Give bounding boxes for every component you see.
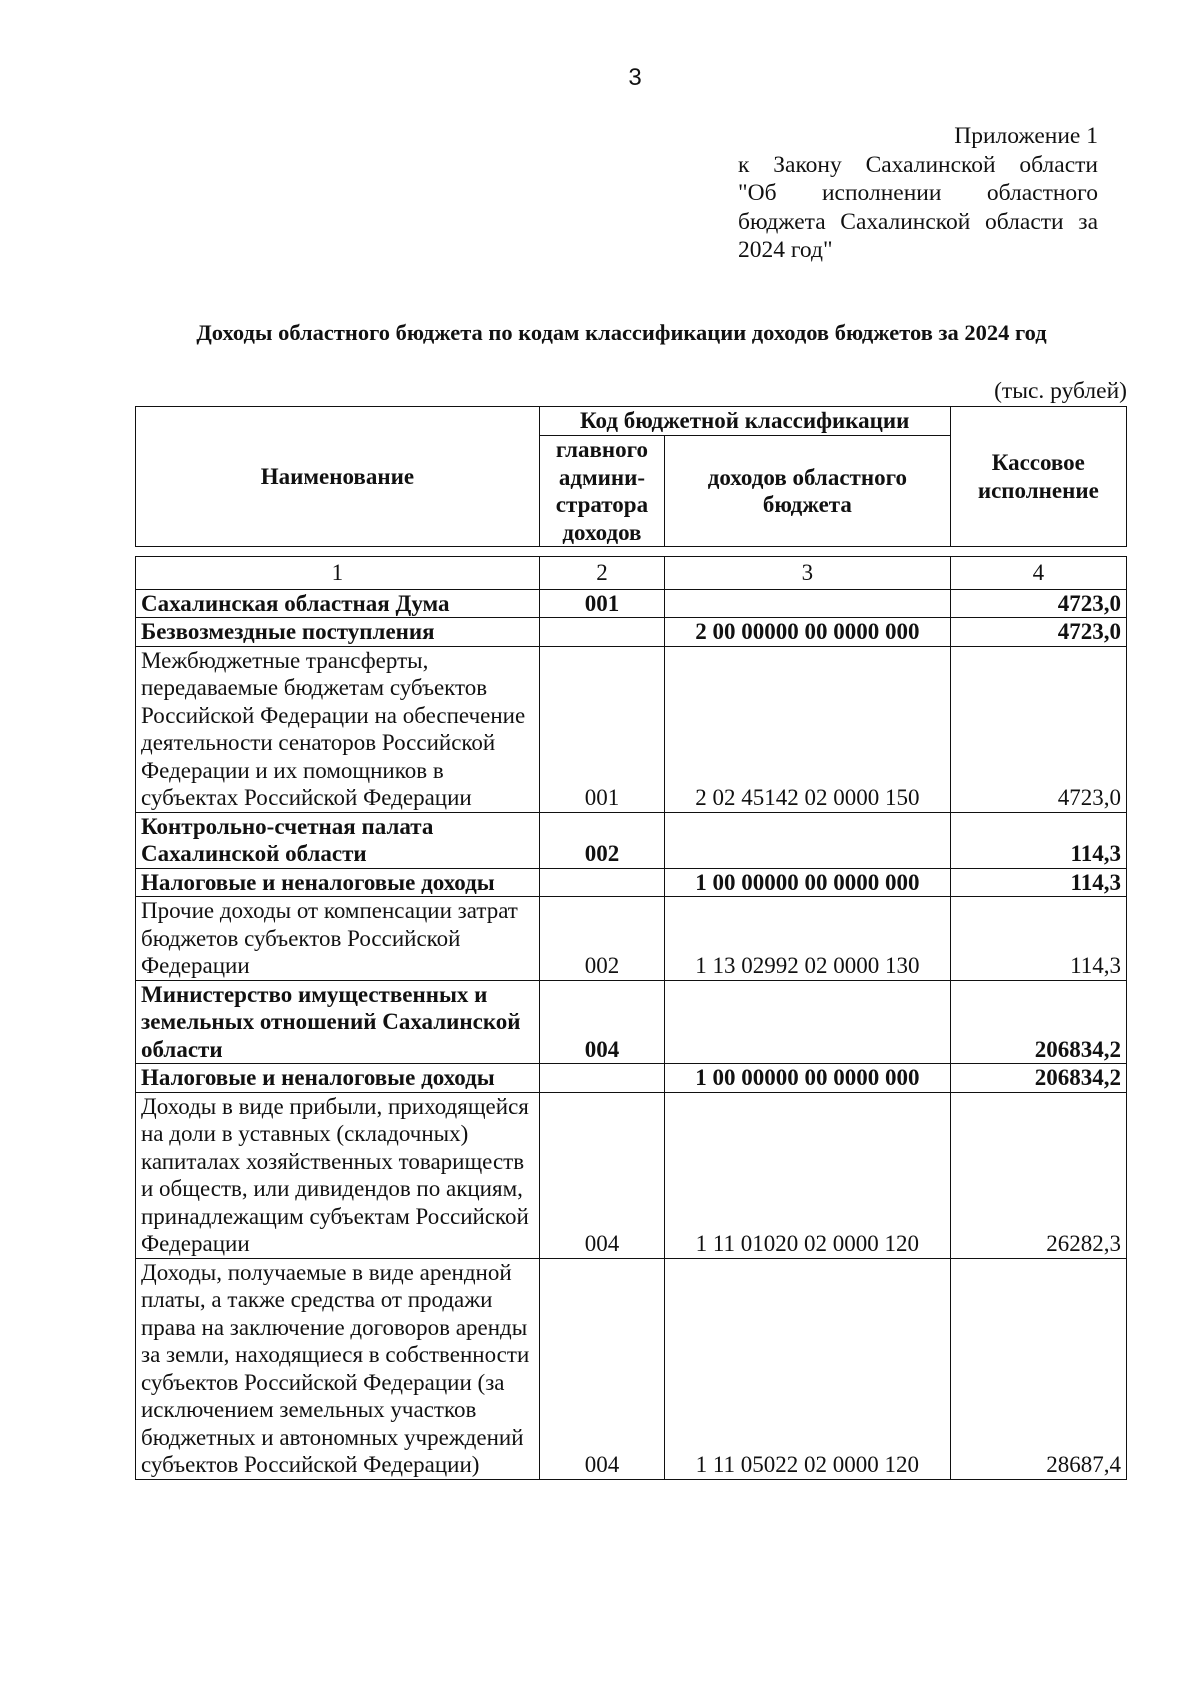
row-income-code: 1 11 01020 02 0000 120	[665, 1092, 951, 1258]
row-admin-code: 001	[539, 589, 664, 618]
appendix-line: "Об исполнении областного	[738, 180, 1098, 206]
row-amount: 4723,0	[950, 646, 1126, 812]
row-name: Межбюджетные трансферты, передаваемые бюджетам субъектов Российской Федерации на обеспечение деятельности сенаторов Российской Федерации и их помощников в субъектах Российской Федерации	[136, 646, 540, 812]
row-name: Министерство имущественных и земельных отношений Сахалинской области	[136, 980, 540, 1064]
row-amount: 114,3	[950, 812, 1126, 868]
row-income-code: 2 02 45142 02 0000 150	[665, 646, 951, 812]
table-row	[136, 1092, 1127, 1258]
appendix-line: к Закону Сахалинской области	[738, 151, 1098, 178]
row-amount: 206834,2	[950, 1064, 1126, 1093]
table-row	[136, 897, 1127, 981]
units-label: (тыс. рублей)	[994, 378, 1127, 404]
revenue-table	[135, 556, 1127, 1480]
row-name: Сахалинская областная Дума	[136, 589, 540, 618]
row-admin-code	[539, 618, 664, 647]
document-title: Доходы областного бюджета по кодам классификации доходов бюджетов за 2024 год	[196, 320, 1047, 345]
table-row	[136, 646, 1127, 812]
table-row	[136, 589, 1127, 618]
table-row	[136, 1258, 1127, 1479]
table-row	[136, 980, 1127, 1064]
row-name: Доходы в виде прибыли, приходящейся на доли в уставных (складочных) капиталах хозяйственных товариществ и обществ, или дивидендов по акциям, принадлежащим субъектам Российской Федерации	[136, 1092, 540, 1258]
column-number: 2	[539, 557, 664, 590]
row-amount: 28687,4	[950, 1258, 1126, 1479]
row-name: Безвозмездные поступления	[136, 618, 540, 647]
column-number: 1	[136, 557, 540, 590]
table-row	[136, 618, 1127, 647]
row-amount: 26282,3	[950, 1092, 1126, 1258]
row-admin-code: 002	[539, 812, 664, 868]
row-admin-code: 002	[539, 897, 664, 981]
row-admin-code	[539, 1064, 664, 1093]
appendix-line: Приложение 1	[954, 123, 1098, 149]
row-amount: 4723,0	[950, 589, 1126, 618]
row-admin-code: 001	[539, 646, 664, 812]
page-number: 3	[628, 64, 642, 91]
header-name: Наименование	[136, 407, 540, 547]
appendix-note	[738, 122, 1098, 265]
row-admin-code: 004	[539, 1258, 664, 1479]
row-income-code: 1 13 02992 02 0000 130	[665, 897, 951, 981]
column-number: 3	[665, 557, 951, 590]
row-amount: 4723,0	[950, 618, 1126, 647]
row-income-code: 1 00 00000 00 0000 000	[665, 868, 951, 897]
header-admin: главного админи-стратора доходов	[539, 436, 664, 547]
table-row	[136, 1064, 1127, 1093]
row-admin-code	[539, 868, 664, 897]
column-numbers-row	[136, 557, 1127, 590]
row-amount: 206834,2	[950, 980, 1126, 1064]
row-income-code: 1 00 00000 00 0000 000	[665, 1064, 951, 1093]
row-amount: 114,3	[950, 897, 1126, 981]
table-row	[136, 868, 1127, 897]
row-income-code	[665, 589, 951, 618]
row-name: Прочие доходы от компенсации затрат бюджетов субъектов Российской Федерации	[136, 897, 540, 981]
appendix-line: 2024 год"	[738, 237, 833, 263]
row-income-code	[665, 812, 951, 868]
row-income-code	[665, 980, 951, 1064]
row-admin-code: 004	[539, 980, 664, 1064]
column-number: 4	[950, 557, 1126, 590]
row-name: Доходы, получаемые в виде арендной платы, а также средства от продажи права на заключение договоров аренды за земли, находящиеся в собственности субъектов Российской Федерации (за исключением земельных участков бюджетных и автономных учреждений субъектов Российской Федерации)	[136, 1258, 540, 1479]
table-header	[135, 406, 1127, 547]
row-income-code: 2 00 00000 00 0000 000	[665, 618, 951, 647]
header-income-code: доходов областного бюджета	[665, 436, 951, 547]
row-name: Налоговые и неналоговые доходы	[136, 868, 540, 897]
appendix-line: бюджета Сахалинской области за	[738, 208, 1098, 235]
row-amount: 114,3	[950, 868, 1126, 897]
table-row	[136, 812, 1127, 868]
header-code-group: Код бюджетной классификации	[539, 407, 950, 436]
row-name: Налоговые и неналоговые доходы	[136, 1064, 540, 1093]
row-name: Контрольно-счетная палата Сахалинской области	[136, 812, 540, 868]
row-income-code: 1 11 05022 02 0000 120	[665, 1258, 951, 1479]
header-execution: Кассовое исполнение	[950, 407, 1126, 547]
row-admin-code: 004	[539, 1092, 664, 1258]
